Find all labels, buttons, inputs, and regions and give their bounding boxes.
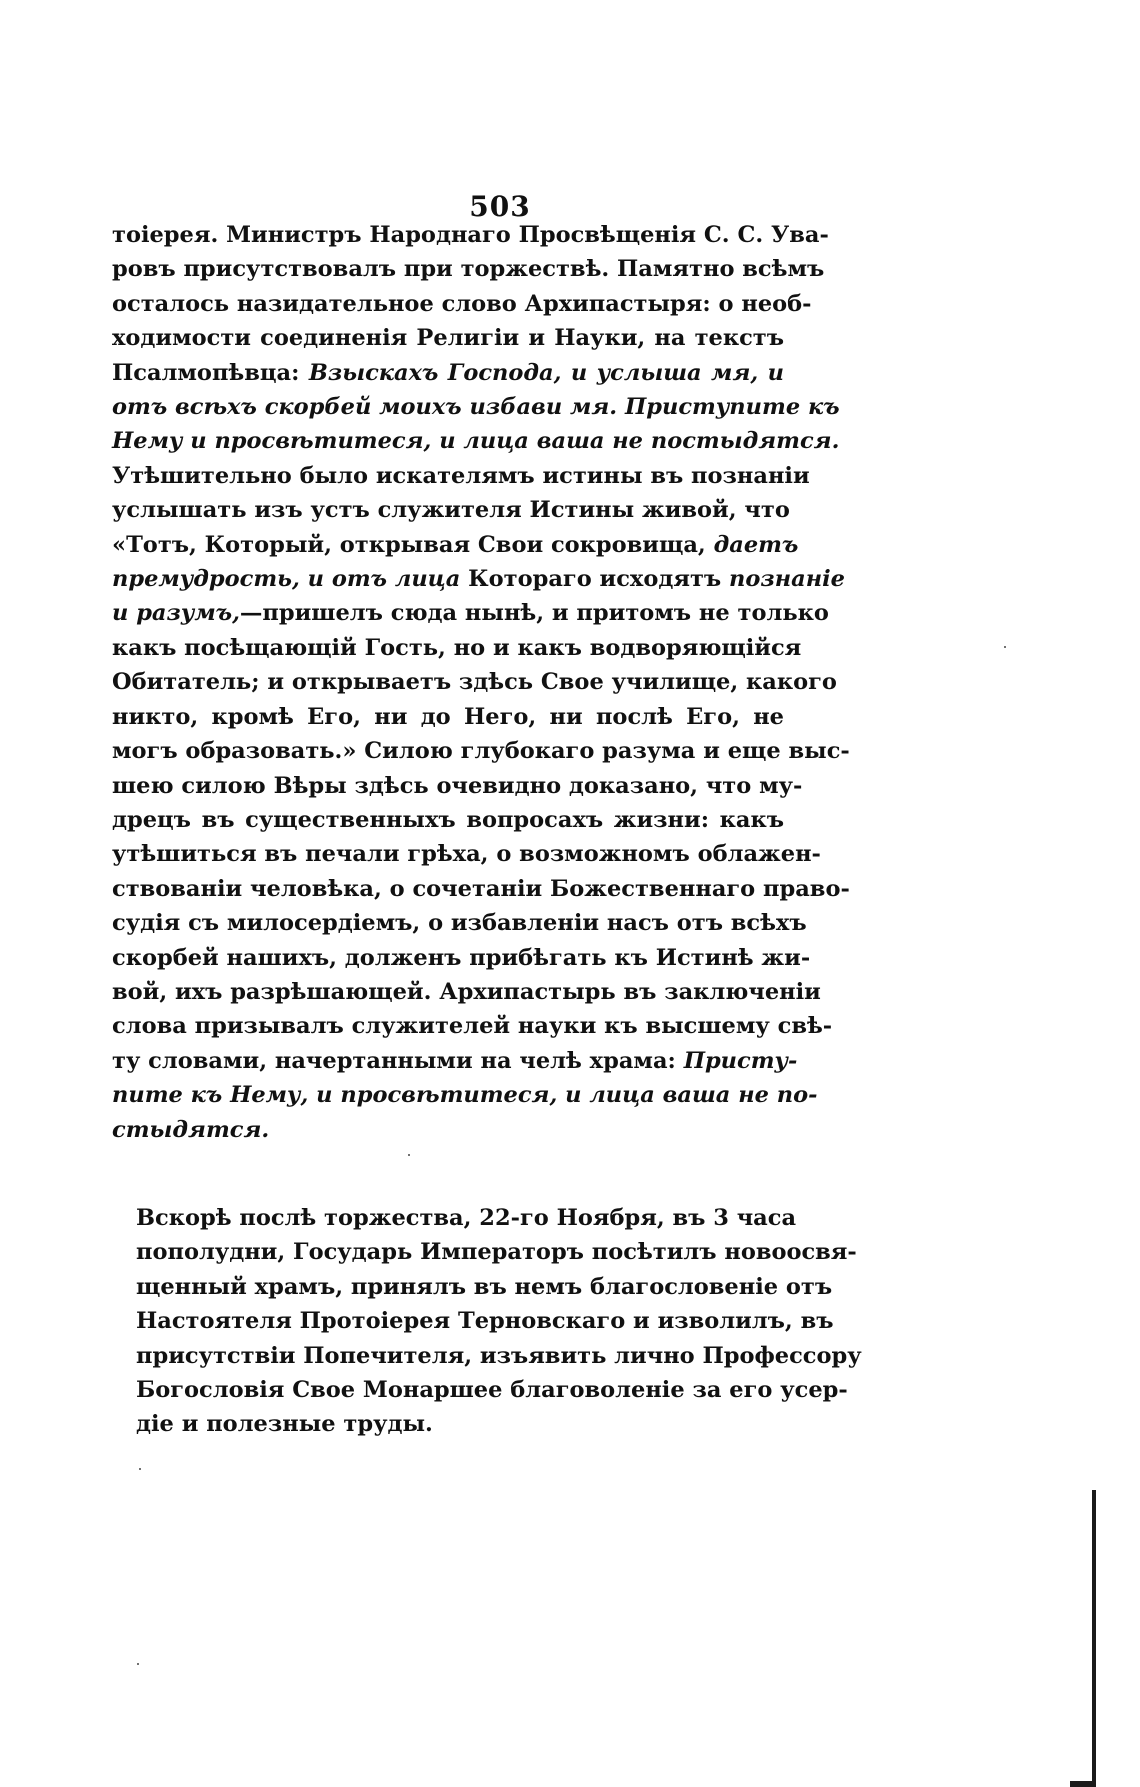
text-line — [112, 769, 803, 803]
text-segment: тоіерея. Министръ Народнаго Просвѣщенія С. С. Ува- — [112, 222, 829, 248]
text-segment: шею силою Вѣры здѣсь очевидно доказано, что му- — [112, 772, 803, 799]
italic-text: стыдятся. — [112, 1116, 270, 1143]
scan-speck — [408, 1154, 410, 1156]
text-line — [112, 1407, 784, 1441]
text-line — [112, 1009, 833, 1043]
text-line — [112, 906, 807, 940]
text-line — [112, 1235, 857, 1269]
page-edge-foot — [1070, 1781, 1096, 1787]
text-segment: —пришелъ сюда нынѣ, и притомъ не только — [239, 600, 829, 627]
italic-text: и разумъ, — [112, 600, 240, 627]
text-segment: могъ образовать.» Силою глубокаго разума и еще выс- — [112, 738, 850, 765]
text-segment: скорбей нашихъ, долженъ прибѣгать къ Истинѣ жи- — [112, 944, 811, 971]
text-line — [112, 493, 790, 527]
text-line — [112, 459, 810, 493]
text-line — [112, 287, 812, 321]
italic-text: пите къ Нему, и просвѣтитеся, и лица ваша не по- — [112, 1082, 818, 1109]
text-line — [112, 1270, 833, 1304]
text-segment: пополудни, Государь Императоръ посѣтилъ новоосвя- — [136, 1239, 857, 1266]
text-line — [112, 734, 850, 768]
text-segment: Псалмопѣвца: — [112, 359, 309, 386]
page-number: 503 — [469, 190, 531, 223]
text-line — [112, 252, 825, 286]
text-segment: ровъ присутствовалъ при торжествѣ. Памятно всѣмъ — [112, 256, 825, 283]
text-segment: діе и полезные труды. — [136, 1411, 433, 1438]
text-segment: Утѣшительно было искателямъ истины въ познаніи — [112, 462, 810, 489]
text-segment: ту словами, начертанными на челѣ храма: — [112, 1047, 684, 1074]
text-segment: ствованіи человѣка, о сочетаніи Божественнаго право- — [112, 875, 850, 902]
text-line — [112, 1373, 848, 1407]
text-segment: дрецъ въ существенныхъ вопросахъ жизни: какъ — [112, 806, 784, 833]
text-line — [112, 596, 829, 630]
text-line — [112, 837, 821, 871]
italic-text: познаніе — [729, 566, 845, 593]
text-segment: Настоятеля Протоіерея Терновскаго и изволилъ, въ — [136, 1308, 834, 1335]
text-segment: щенный храмъ, принялъ въ немъ благословеніе отъ — [136, 1273, 833, 1300]
text-line — [112, 424, 840, 458]
text-line — [112, 1113, 784, 1147]
text-line — [112, 941, 811, 975]
text-line — [112, 1304, 834, 1338]
italic-text: Взыскахъ Господа, и услыша мя, и — [308, 359, 784, 386]
text-line — [112, 803, 784, 837]
text-line — [112, 356, 784, 390]
text-line — [112, 528, 799, 562]
text-segment: судія съ милосердіемъ, о избавленіи насъ отъ всѣхъ — [112, 910, 807, 937]
paragraph-2 — [112, 1201, 862, 1442]
text-line — [112, 321, 784, 355]
text-segment: Вскорѣ послѣ торжества, 22-го Ноября, въ 3 часа — [136, 1205, 797, 1231]
italic-text: премудрость, и отъ лица — [112, 566, 461, 593]
text-segment: Котораго исходятъ — [460, 566, 730, 593]
text-segment: утѣшиться въ печали грѣха, о возможномъ облажен- — [112, 841, 821, 868]
text-segment: присутствіи Попечителя, изъявить лично Профессору — [136, 1342, 862, 1369]
text-line — [112, 1078, 818, 1112]
text-segment: Богословія Свое Монаршее благоволеніе за его усер- — [136, 1377, 848, 1404]
italic-text: Присту- — [683, 1047, 798, 1074]
italic-text: даетъ — [713, 531, 799, 558]
text-segment: какъ посѣщающій Гость, но и какъ водворяющійся — [112, 634, 802, 661]
italic-text: отъ всѣхъ скорбей моихъ избави мя. Приступите къ — [112, 394, 840, 421]
scan-speck — [137, 1663, 139, 1665]
text-line — [112, 1339, 862, 1373]
text-line — [112, 872, 850, 906]
text-segment: слова призывалъ служителей науки къ высшему свѣ- — [112, 1013, 833, 1040]
text-segment: вой, ихъ разрѣшающей. Архипастырь въ заключеніи — [112, 978, 821, 1005]
text-line — [112, 562, 845, 596]
page-edge-line — [1092, 1490, 1096, 1787]
italic-text: Нему и просвѣтитеся, и лица ваша не постыдятся. — [112, 428, 840, 455]
text-line — [112, 1044, 798, 1078]
text-segment: Обитатель; и открываетъ здѣсь Свое училище, какого — [112, 669, 837, 696]
text-segment: ходимости соединенія Религіи и Науки, на текстъ — [112, 325, 784, 352]
text-line — [112, 1201, 797, 1235]
text-line — [112, 390, 840, 424]
text-line — [112, 631, 802, 665]
text-segment: услышать изъ устъ служителя Истины живой, что — [112, 497, 790, 524]
text-segment: никто, кромѣ Его, ни до Него, ни послѣ Его, не — [112, 703, 784, 730]
text-line — [112, 975, 821, 1009]
scan-speck — [1004, 646, 1006, 648]
text-line — [112, 665, 837, 699]
text-line — [112, 218, 829, 252]
text-segment: осталось назидательное слово Архипастыря: о необ- — [112, 290, 812, 317]
paragraph-1 — [112, 218, 850, 1147]
scan-speck — [139, 1468, 141, 1470]
text-line — [112, 700, 784, 734]
text-segment: «Тотъ, Который, открывая Свои сокровища, — [112, 531, 714, 558]
